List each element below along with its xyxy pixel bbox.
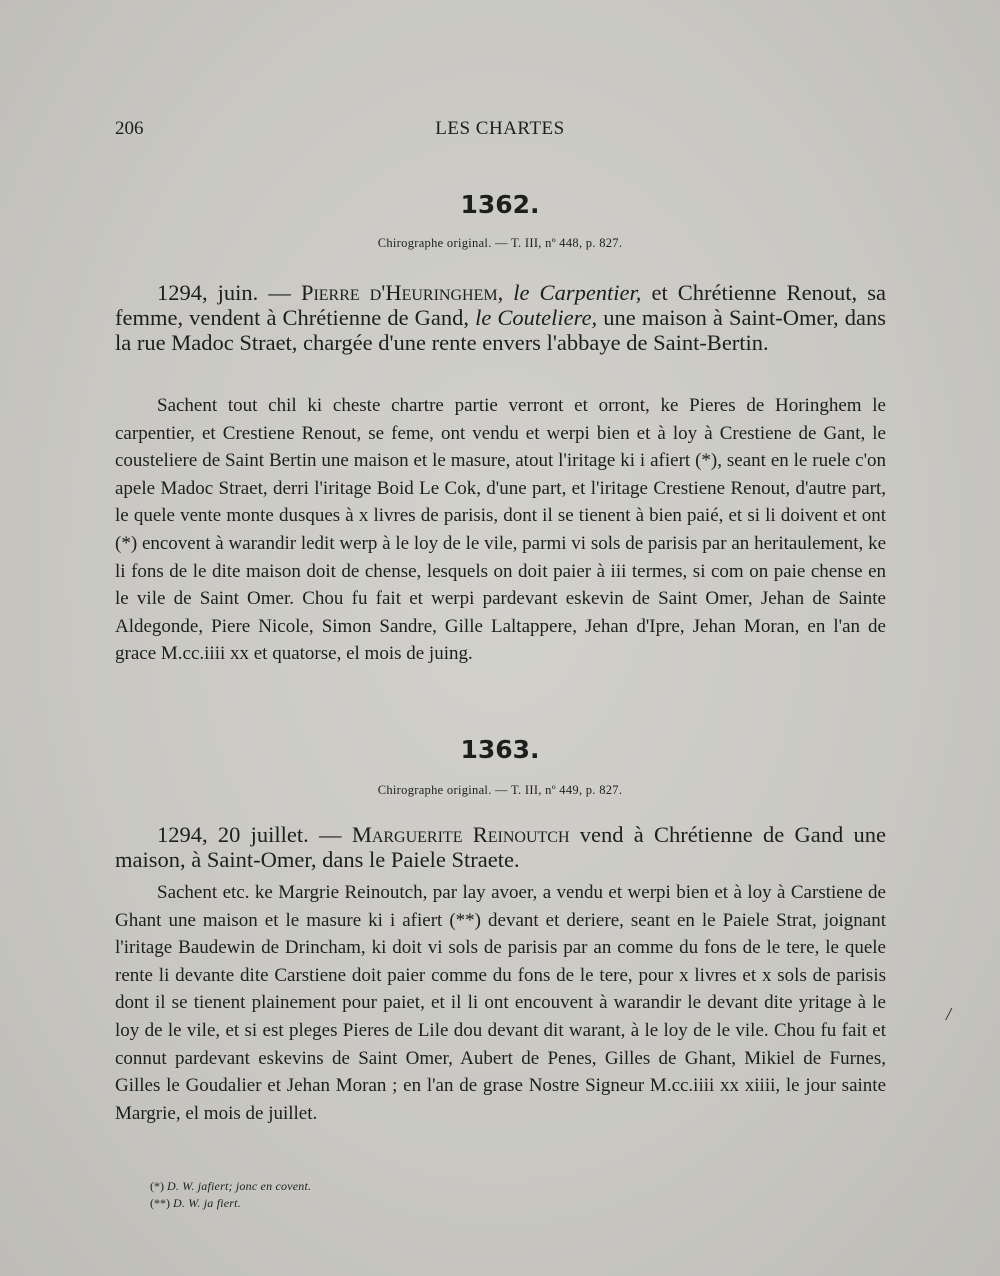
charter-source: Chirographe original. — T. III, nº 448, p. 827.: [377, 236, 623, 250]
running-title: LES CHARTES: [435, 118, 565, 139]
charter-summary: [115, 822, 886, 872]
summary-epithet: le Carpentier,: [513, 280, 642, 305]
page-number: 206: [115, 118, 144, 139]
summary-text: vend à Chrétienne de Gand une maison, à Saint-Omer, dans le Paiele Straete.: [115, 822, 886, 872]
charter-summary: [115, 280, 886, 355]
summary-date: 1294, 20 juillet. —: [157, 822, 342, 847]
charter-source: Chirographe original. — T. III, nº 449, p. 827.: [377, 783, 623, 797]
footnote: (**) D. W. ja fiert.: [150, 1196, 241, 1210]
charter-number: 1362.: [460, 190, 540, 219]
summary-text: et Chrétienne Renout, sa femme, vendent à Chrétienne de Gand,: [115, 280, 886, 330]
footnote: (*) D. W. jafiert; jonc en covent.: [150, 1179, 312, 1193]
summary-date: 1294, juin. —: [157, 280, 291, 305]
charter-text: Sachent tout chil ki cheste chartre partie verront et orront, ke Pieres de Horinghem le carpentier, et Crestiene Renout, se feme, ont vendu et werpi bien et à loy à Crestiene de Gant, le cousteliere de Saint Bertin une maison et le masure, atout l'iritage ki i afiert (*), seant en le ruele c'on apele Madoc Straet, derri l'iritage Boid Le Cok, d'une part, et l'iritage Crestiene Renout, d'autre part, le quele vente monte dusques à x livres de parisis, dont il se tienent à bien paié, et si li doivent et ont (*) encovent à warandir ledit werp à le loy de le vile, parmi vi sols de parisis par an heritaulement, ke li fons de le dite maison doit de chense, lesquels on doit paier à iii termes, si com on paie chense en le vile de Saint Omer. Chou fu fait et werpi pardevant eskevin de Saint Omer, Jehan de Sainte Aldegonde, Piere Nicole, Simon Sandre, Gille Laltappere, Jehan d'Ipre, Jehan Moran, en l'an de grace M.cc.iiii xx et quatorse, el mois de juing.: [115, 395, 886, 665]
footnotes: [150, 1178, 311, 1212]
margin-pencil-mark: /: [946, 1004, 952, 1024]
summary-epithet-2: le Couteliere,: [475, 305, 598, 330]
charter-text: Sachent etc. ke Margrie Reinoutch, par lay avoer, a vendu et werpi bien et à loy à Carstiene de Ghant une maison et le masure ki i afiert (**) devant et deriere, seant en le Paiele Strat, joignant l'iritage Baudewin de Drincham, ki doit vi sols de parisis par an comme du fons de le tere, le quele rente li devante dite Carstiene doit paier comme du fons de le tere, pour x livres et x sols de parisis dont il se tienent plainement pour paiet, et il li ont encouvent à warandir le devant dite yritage à le loy de le vile, et si est pleges Pieres de Lile dou devant dit warant, à le loy de le vile. Chou fu fait et connut pardevant eskevins de Saint Omer, Aubert de Penes, Gilles de Ghant, Mikiel de Furnes, Gilles le Goudalier et Jehan Moran ; en l'an de grase Nostre Signeur M.cc.iiii xx xiiii, le jour sainte Margrie, el mois de juillet.: [115, 882, 886, 1124]
charter-number: 1363.: [460, 735, 540, 764]
summary-name: Marguerite Reinoutch: [351, 822, 570, 847]
running-header: [115, 118, 885, 148]
summary-name: Pierre d'Heuringhem,: [300, 280, 504, 305]
summary-text-2: une maison à Saint-Omer, dans la rue Madoc Straet, chargée d'une rente envers l'abbaye de Saint-Bertin.: [115, 305, 886, 355]
